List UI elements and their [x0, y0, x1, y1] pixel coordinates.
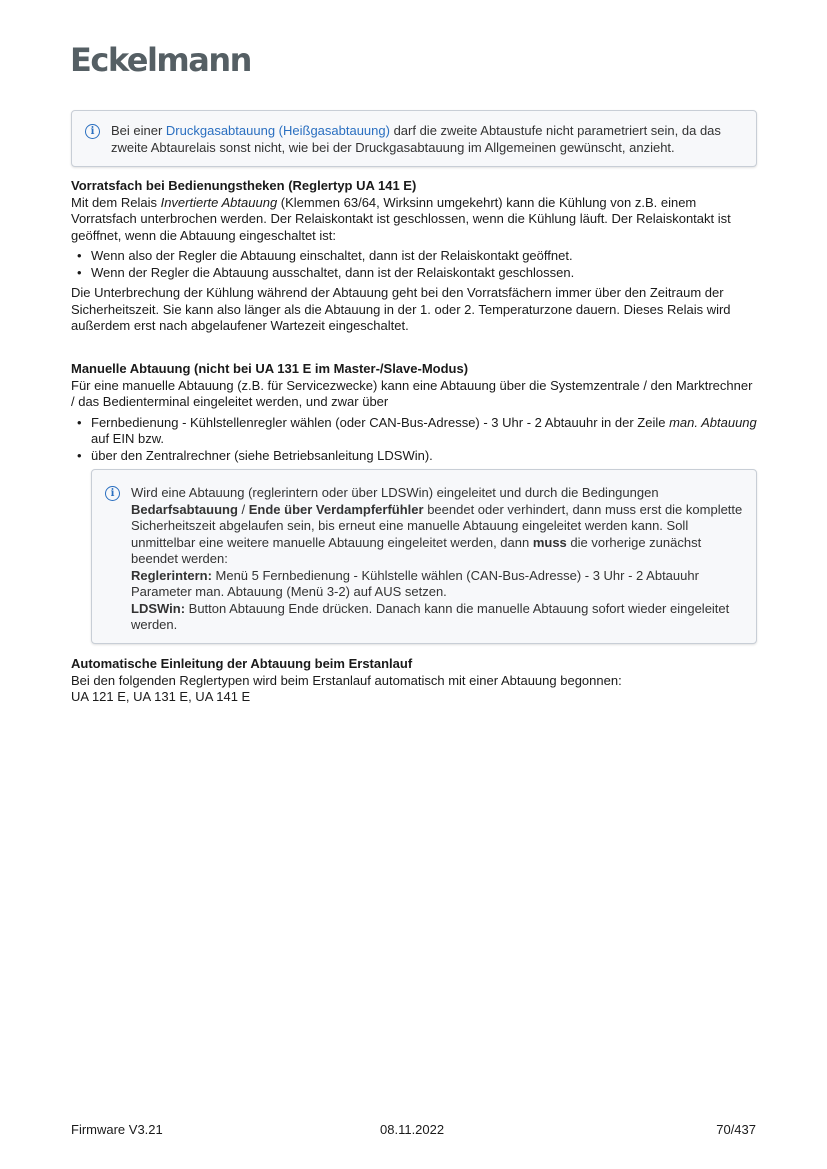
info-icon: i [85, 124, 100, 139]
list-item: • Fernbedienung - Kühlstellenregler wählen (oder CAN-Bus-Adresse) - 3 Uhr - 2 Abtauuhr in der Zeile man. Abtauung auf EIN bzw. [71, 415, 757, 448]
list-item: • über den Zentralrechner (siehe Betriebsanleitung LDSWin). [71, 448, 757, 465]
section-heading: Manuelle Abtauung (nicht bei UA 131 E im Master-/Slave-Modus) [71, 361, 469, 376]
paragraph: Mit dem Relais Invertierte Abtauung (Klemmen 63/64, Wirksinn umgekehrt) kann die Kühlung von z.B. einem Vorratsfach unterbrochen werden. Der Relaiskontakt ist geschlossen, wenn die Kühlung läuft. Der Relaiskontakt ist geöffnet, wenn die Abtauung eingeschaltet ist: [71, 194, 731, 243]
info-icon: i [105, 486, 120, 501]
section-heading: Vorratsfach bei Bedienungstheken (Reglertyp UA 141 E) [71, 178, 417, 193]
paragraph: Für eine manuelle Abtauung (z.B. für Servicezwecke) kann eine Abtauung über die Systemzentrale / den Marktrechner / das Bedienterminal eingeleitet werden, und zwar über [71, 377, 753, 409]
list-item: • Wenn der Regler die Abtauung ausschaltet, dann ist der Relaiskontakt geschlossen. [71, 265, 757, 282]
footer-date: 08.11.2022 [380, 1122, 445, 1137]
list-item: • Wenn also der Regler die Abtauung einschaltet, dann ist der Relaiskontakt geöffnet. [71, 248, 757, 265]
footer-firmware: Firmware V3.21 [71, 1122, 163, 1137]
footer-page-number: 70/437 [716, 1122, 756, 1137]
section-heading: Automatische Einleitung der Abtauung beim Erstanlauf [71, 656, 413, 671]
section-manuelle-abtauung [71, 361, 757, 464]
info-note-manual [91, 469, 757, 644]
bullet-list [71, 248, 757, 281]
company-logo: Eckelmann [70, 41, 251, 79]
paragraph: UA 121 E, UA 131 E, UA 141 E [71, 689, 251, 704]
paragraph: Die Unterbrechung der Kühlung während der Abtauung geht bei den Vorratsfächern immer über den Zeitraum der Sicherheitszeit. Sie kann also länger als die Abtauung in der 1. oder 2. Temperaturzone dauern. Dieses Relais wird außerdem erst nach abgelaufener Wartezeit eingeschaltet. [71, 285, 731, 333]
section-vorratsfach [71, 178, 757, 335]
section-erstanlauf [71, 656, 757, 706]
info-note-text: Wird eine Abtauung (reglerintern oder über LDSWin) eingeleitet und durch die Bedingungen Bedarfsabtauung / Ende über Verdampferfühler beendet oder verhindert, dann muss erst die komplette Sicherheitszeit abgelaufen sein, bis erneut eine manuelle Abtauung eingeleitet werden kann. Soll unmittelbar eine weitere manuelle Abtauung eingeleitet werden, dann muss die vorherige zunächst beendet werden: Reglerintern: Menü 5 Fernbedienung - Kühlstelle wählen (CAN-Bus-Adresse) - 3 Uhr - 2 Abtauuhr Parameter man. Abtauung (Menü 3-2) auf AUS setzen. LDSWin: Button Abtauung Ende drücken. Danach kann die manuelle Abtauung sofort wieder eingeleitet werden. [131, 485, 743, 632]
info-note [71, 110, 757, 167]
druckgasabtauung-link[interactable]: Druckgasabtauung (Heißgasabtauung) [165, 123, 390, 138]
paragraph: Bei den folgenden Reglertypen wird beim Erstanlauf automatisch mit einer Abtauung begonnen: [71, 672, 622, 688]
bullet-list [71, 415, 757, 465]
info-note-text: Bei einer Druckgasabtauung (Heißgasabtauung) darf die zweite Abtaustufe nicht parametriert sein, da das zweite Abtaurelais sonst nicht, wie bei der Druckgasabtauung im Allgemeinen gewünscht, anzieht. [111, 123, 721, 155]
